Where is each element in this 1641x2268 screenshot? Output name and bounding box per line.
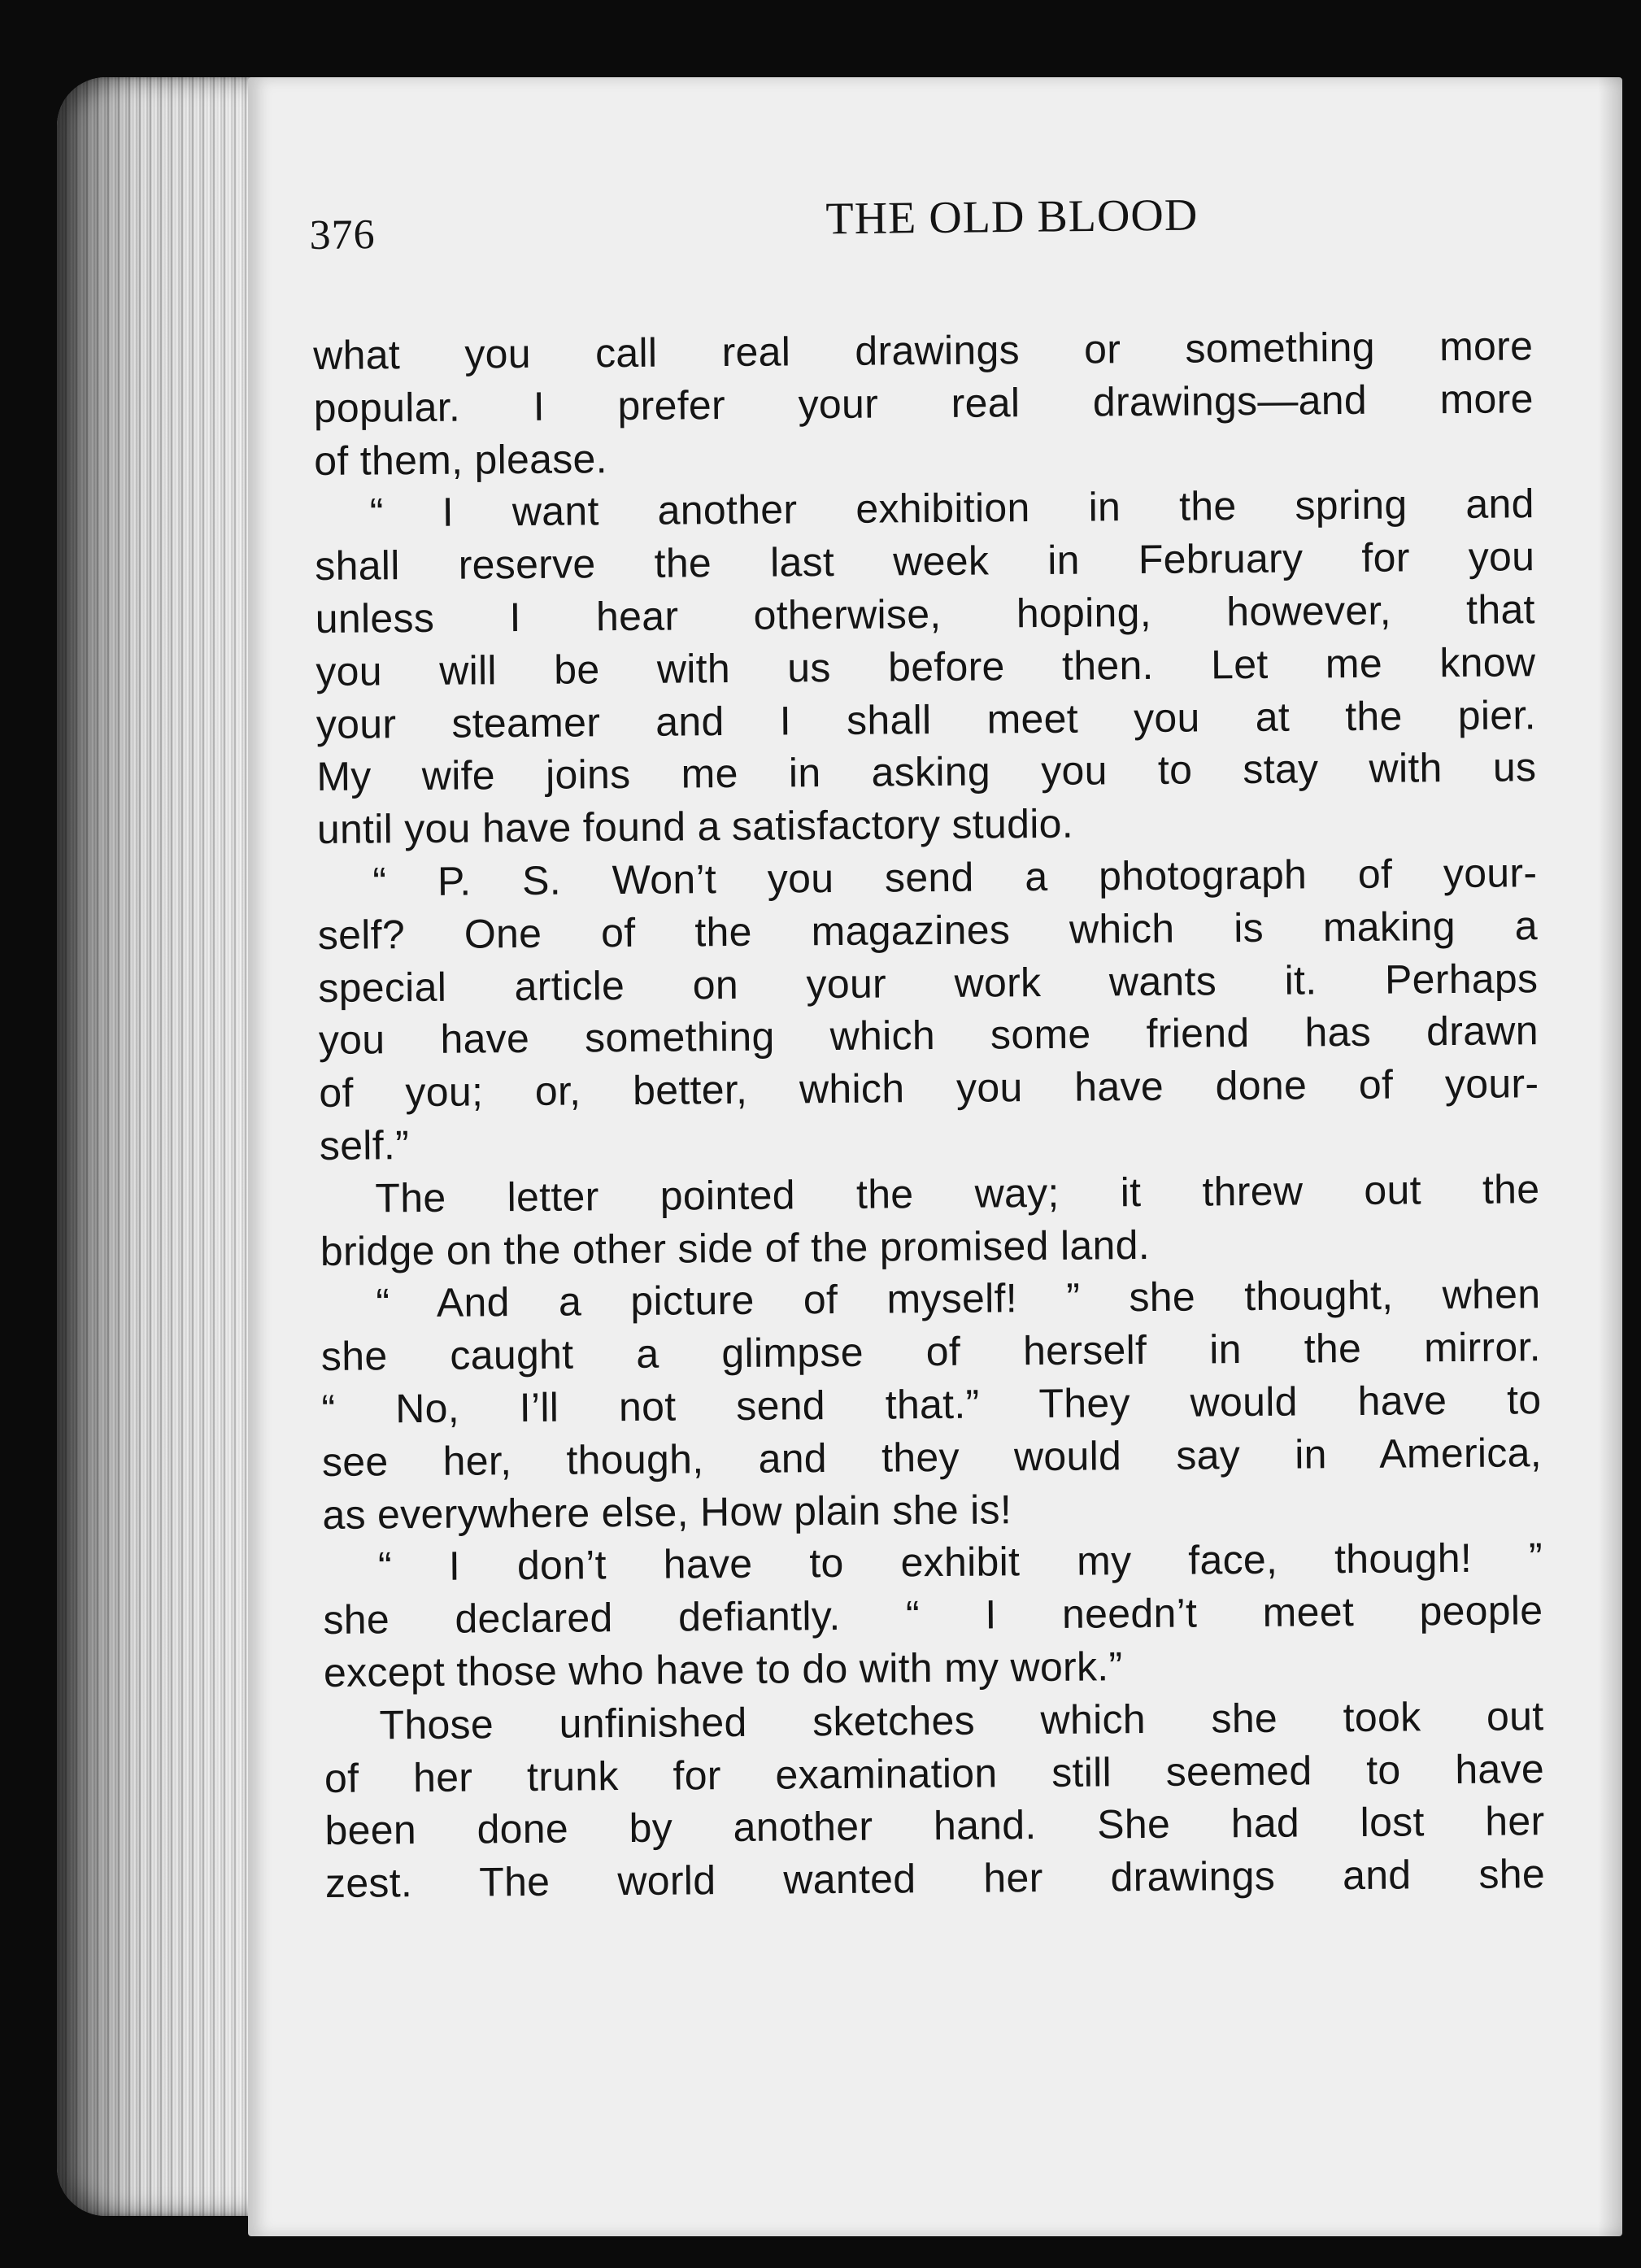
text-line: “ And a picture of myself! ” she thought, when	[376, 1271, 1541, 1326]
text-line: she caught a glimpse of herself in the mirror.	[320, 1324, 1542, 1380]
text-line: unless I hear otherwise, hoping, however, that	[315, 586, 1535, 642]
text-line: self.”	[319, 1122, 410, 1169]
text-line: been done by another hand. She had lost her	[324, 1798, 1545, 1854]
text-line: self? One of the magazines which is making a	[317, 902, 1539, 958]
text-line: bridge on the other side of the promised land.	[320, 1221, 1151, 1274]
text-line: The letter pointed the way; it threw out the	[375, 1165, 1540, 1221]
text-line: what you call real drawings or something more	[313, 323, 1534, 378]
text-line: your steamer and I shall meet you at the pier.	[316, 691, 1536, 747]
text-line: special article on your work wants it. Perhaps	[318, 955, 1539, 1011]
running-head	[309, 174, 1530, 268]
text-line: “ No, I’ll not send that.” They would have to	[321, 1377, 1542, 1432]
text-line: “ P. S. Won’t you send a photograph of your-	[372, 850, 1538, 905]
book-page-edges	[57, 77, 260, 2216]
text-line: as everywhere else, How plain she is!	[322, 1486, 1012, 1538]
text-line: “ I want another exhibition in the spring and	[369, 481, 1534, 536]
body-text	[313, 320, 1545, 1910]
text-line: popular. I prefer your real drawings—and more	[313, 376, 1534, 431]
page-number: 376	[309, 211, 376, 259]
text-line: shall reserve the last week in February for you	[315, 533, 1535, 590]
text-line: she declared defiantly. “ I needn’t meet people	[323, 1587, 1543, 1643]
text-line: of her trunk for examination still seemed to have	[324, 1745, 1545, 1801]
text-line: zest. The world wanted her drawings and she	[324, 1851, 1546, 1907]
book-title: THE OLD BLOOD	[825, 189, 1199, 245]
text-line: of you; or, better, which you have done of your-	[319, 1060, 1539, 1117]
text-line: you have something which some friend has drawn	[318, 1008, 1539, 1064]
text-line: My wife joins me in asking you to stay with us	[316, 744, 1537, 800]
text-line: Those unfinished sketches which she took out	[379, 1692, 1544, 1748]
text-line: you will be with us before then. Let me know	[316, 638, 1536, 694]
text-line: of them, please.	[314, 435, 608, 484]
gutter-shadow	[1598, 77, 1622, 2236]
text-line: “ I don’t have to exhibit my face, though! ”	[377, 1534, 1543, 1590]
text-line: see her, though, and they would say in America,	[321, 1429, 1543, 1485]
text-line: except those who have to do with my work.”	[323, 1643, 1123, 1696]
text-line: until you have found a satisfactory studio.	[316, 800, 1074, 853]
